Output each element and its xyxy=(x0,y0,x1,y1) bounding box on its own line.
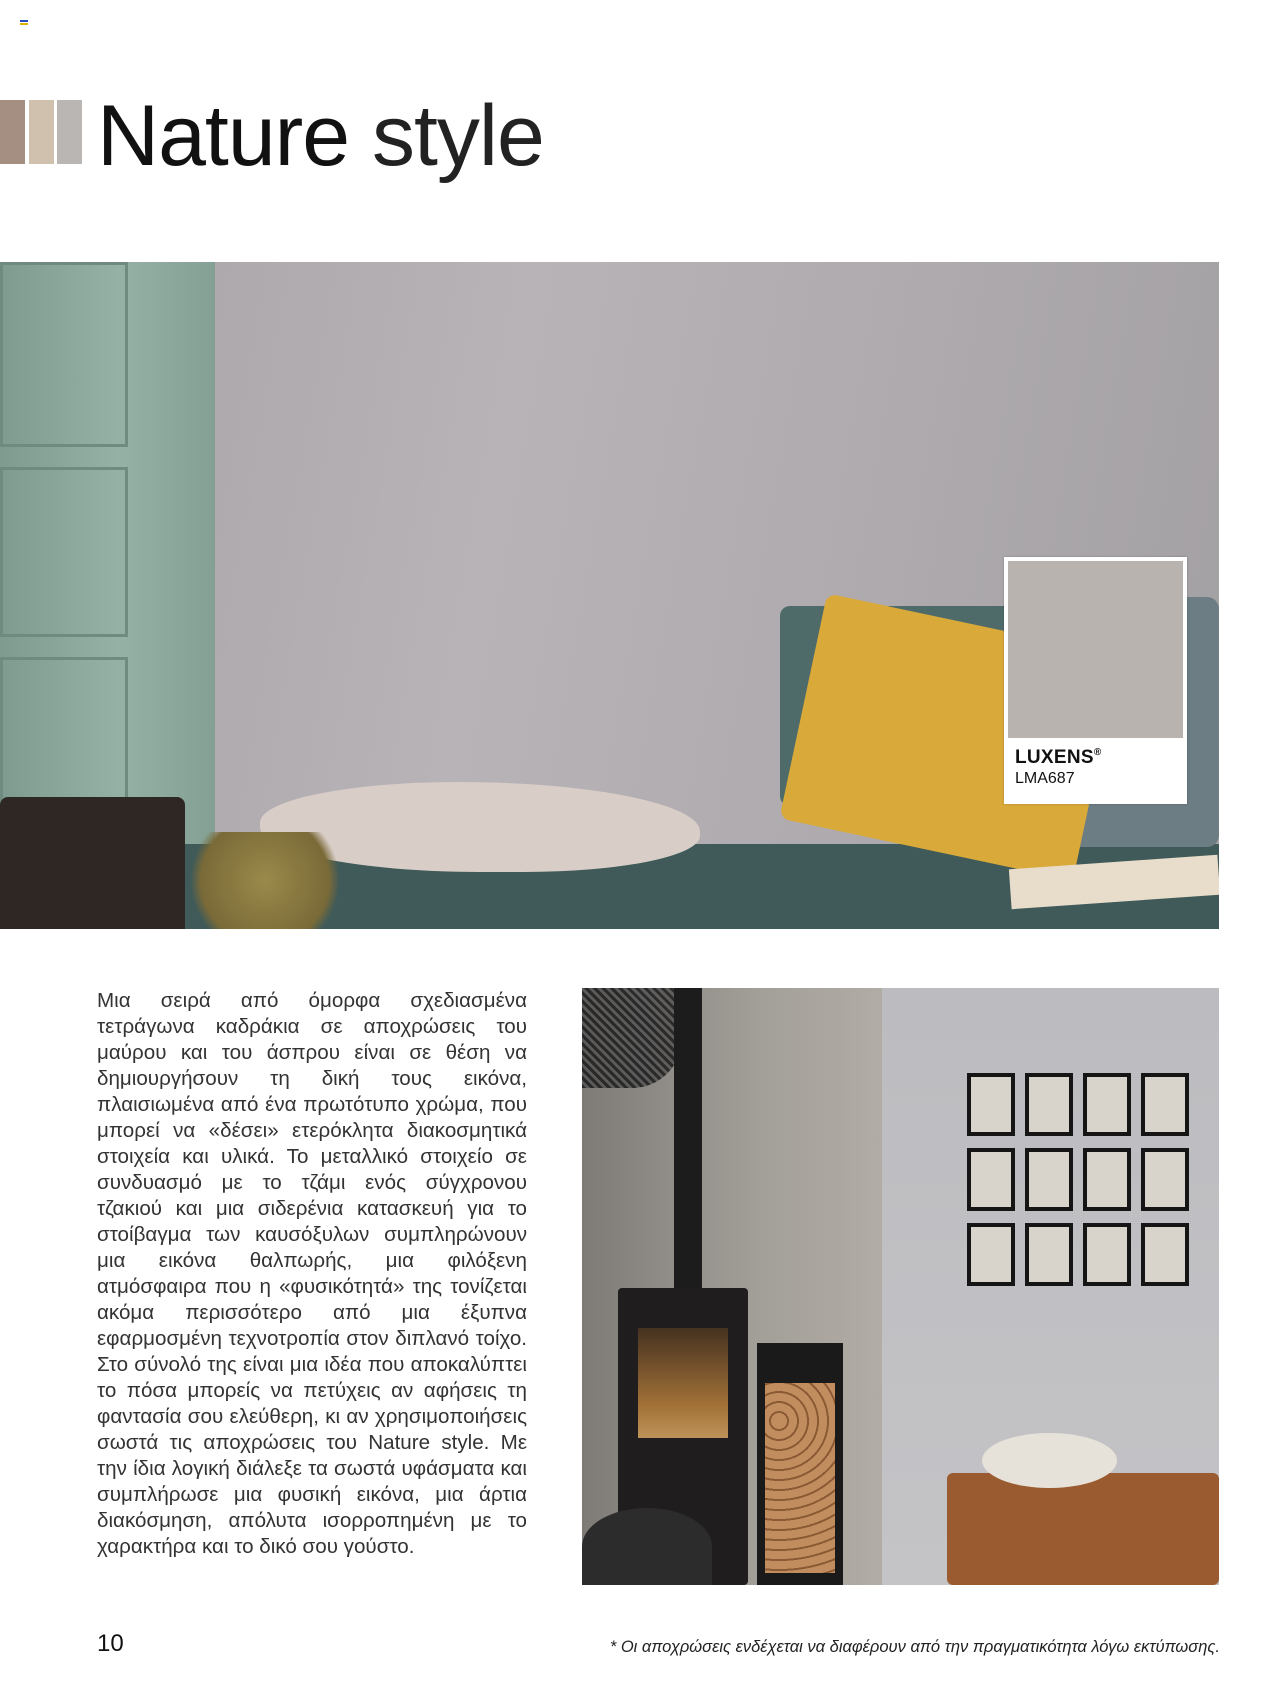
living-room-photo xyxy=(0,262,1219,929)
fireplace-photo xyxy=(582,988,1219,1585)
palette-bar-2 xyxy=(29,100,54,164)
stove-pipe xyxy=(674,988,702,1308)
palette-bar-3 xyxy=(57,100,82,164)
body-paragraph: Μια σειρά από όμορφα σχεδιασμένα τετράγωνα καδράκια σε αποχρώσεις του μαύρου και του άσπρου είναι σε θέση να δημιουργήσουν τη δική τους εικόνα, πλαισιωμένα από ένα πρωτότυπο χρώμα, που μπορεί να «δέσει» ετερόκλητα διακοσμητικά στοιχεία και υλικά. Το μεταλλικό στοιχείο σε συνδυασμό με το τζάμι ενός σύγχρονου τζακιού και μια σιδερένια κατασκευή για το στοίβαγμα των καυσόξυλων συμπληρώνουν μια εικόνα θαλπωρής, μια φιλόξενη ατμόσφαιρα που η «φυσικότητά» της τονίζεται ακόμα περισσότερο από μια έξυπνα εφαρμοσμένη τεχνοτροπία στον διπλανό τοίχο. Στο σύνολό της είναι μια ιδέα που αποκαλύπτει το πόσα μπορείς να πετύχεις αν αφήσεις τη φαντασία σου ελεύθερη, κι αν χρησιμοποιήσεις σωστά τις αποχρώσεις του Nature style. Με την ίδια λογική διάλεξε τα σωστά υφάσματα και συμπλήρωσε μια φυσική εικόνα, μια άρτια διακόσμηση, απόλυτα ισορροπημένη με το χαρακτήρα και το δικό σου γούστο. xyxy=(97,989,527,1558)
picture-frames xyxy=(967,1073,1202,1313)
color-swatch-card xyxy=(1004,557,1187,804)
leather-ottoman xyxy=(947,1473,1219,1585)
palette-bar-1 xyxy=(0,100,25,164)
woven-lamp xyxy=(582,988,682,1088)
cream-pillow xyxy=(982,1433,1117,1488)
title-bold: Nature xyxy=(97,88,350,184)
title-light: style xyxy=(349,88,544,184)
print-disclaimer: * Οι αποχρώσεις ενδέχεται να διαφέρουν από την πραγματικότητα λόγω εκτύπωσης. xyxy=(609,1638,1220,1656)
flag-icon xyxy=(20,20,28,27)
swatch-color xyxy=(1008,561,1183,738)
log-holder xyxy=(757,1343,843,1585)
ceramic-jar xyxy=(0,797,185,929)
swatch-brand: LUXENS® xyxy=(1015,747,1102,768)
swatch-code: LMA687 xyxy=(1015,770,1075,787)
page-number: 10 xyxy=(97,1630,124,1657)
page-title xyxy=(97,86,544,186)
dried-flowers xyxy=(170,832,360,929)
armchair xyxy=(582,1508,712,1585)
